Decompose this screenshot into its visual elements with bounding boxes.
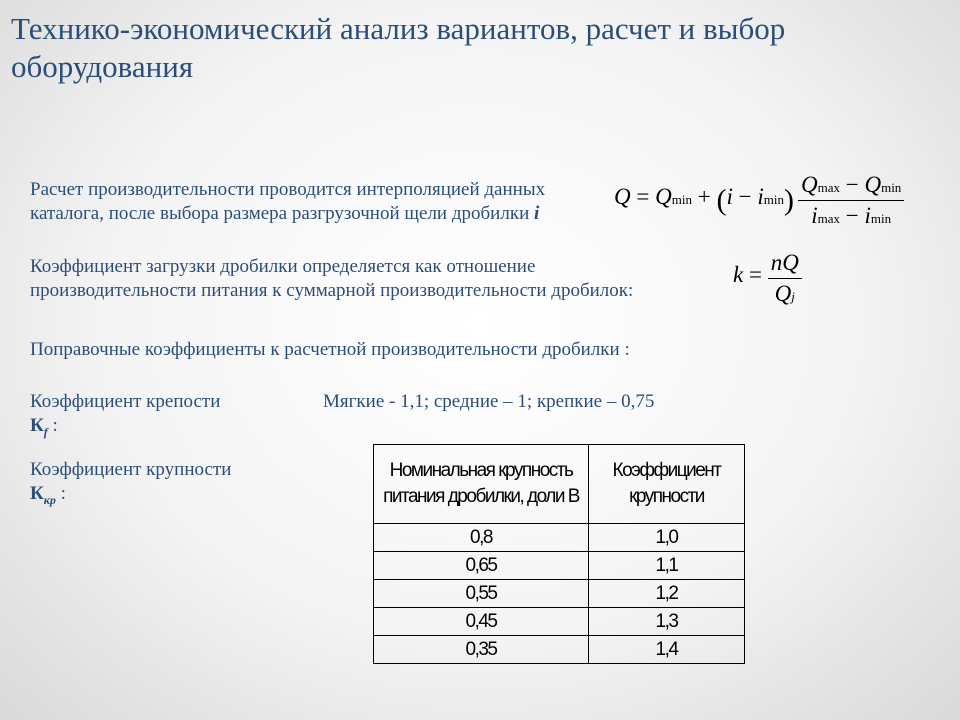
table-cell: 1,1 (589, 552, 745, 580)
table-cell: 0,8 (374, 524, 589, 552)
table-row (374, 636, 745, 664)
table-cell: 0,35 (374, 636, 589, 664)
formula-fraction: $\frac{Qmax - Qmin}{imax - imin}$ (798, 172, 904, 229)
interpolation-paragraph (30, 178, 610, 226)
table-row (374, 552, 745, 580)
slide-title: Технико-экономический анализ вариантов, расчет и выбор оборудования (11, 11, 786, 84)
table-cell: 1,3 (589, 608, 745, 636)
correction-coefficients-paragraph: Поправочные коэффициенты к расчетной производительности дробилки : (30, 339, 630, 360)
table-cell: 0,55 (374, 580, 589, 608)
table-row (374, 580, 745, 608)
load-coefficient-formula: k = $\frac{nQ}{Qj}$ (733, 250, 802, 307)
table-row (374, 608, 745, 636)
table-header-row (374, 445, 745, 524)
size-coefficient-table (373, 444, 745, 664)
table-cell: 0,65 (374, 552, 589, 580)
strength-coefficient-values: Мягкие - 1,1; средние – 1; крепкие – 0,75 (323, 391, 655, 412)
table-cell: 1,2 (589, 580, 745, 608)
column-header: Коэффициент крупности (589, 445, 745, 524)
table-cell: 1,0 (589, 524, 745, 552)
column-header: Номинальная крупность питания дробилки, доли В (374, 445, 589, 524)
load-coefficient-paragraph: Коэффициент загрузки дробилки определяется как отношение производительности питания к суммарной производительности дробилок: (30, 256, 634, 301)
strength-coefficient-label: Коэффициент крепости $К_f$ : (30, 391, 221, 439)
productivity-formula: Q = Qmin + (i − imin) $\frac{Qmax - Qmin}{imax - imin}$ (614, 172, 904, 229)
size-coefficient-label: Коэффициент крупности $К_{кр}$ : (30, 459, 232, 507)
table-cell: 1,4 (589, 636, 745, 664)
interpolation-text: Расчет производительности проводится интерполяцией данных каталога, после выбора размера разгрузочной щели дробилки (30, 179, 546, 224)
table-row (374, 524, 745, 552)
gap-variable: i (533, 203, 540, 224)
table-cell: 0,45 (374, 608, 589, 636)
